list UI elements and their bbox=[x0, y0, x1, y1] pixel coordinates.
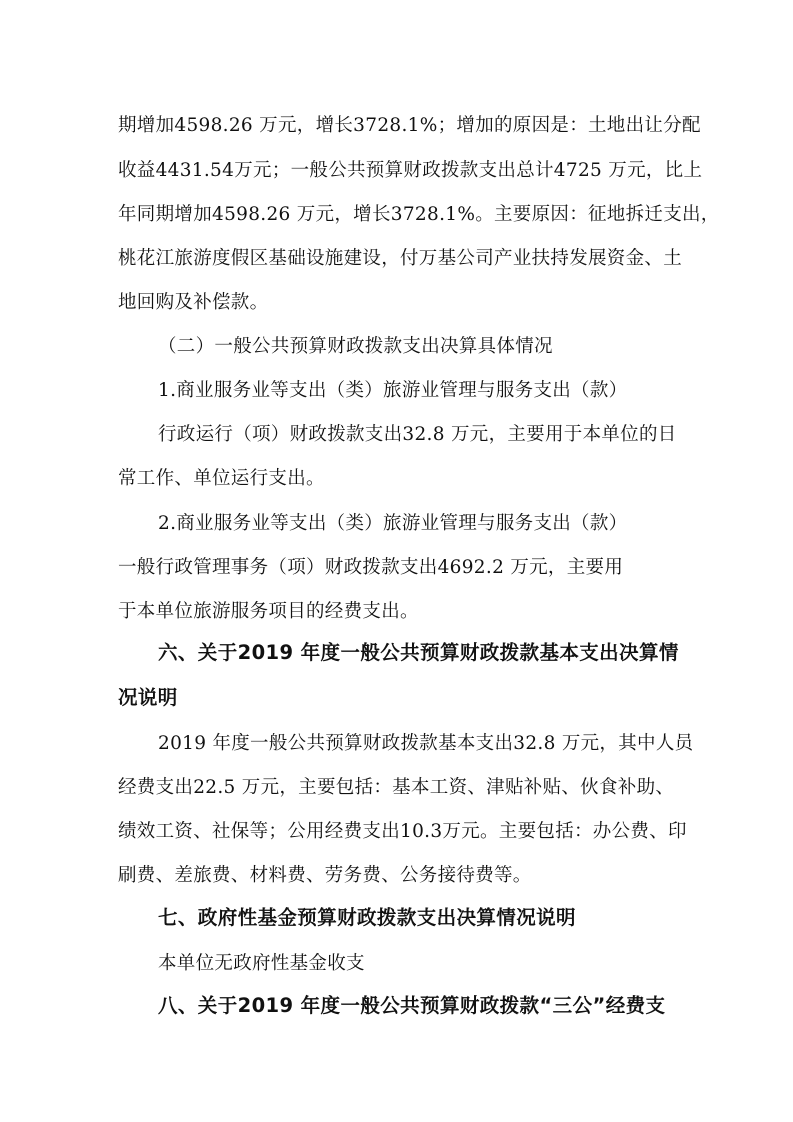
body-line: 收益4431.54万元；一般公共预算财政拨款支出总计4725 万元，比上 bbox=[118, 160, 703, 181]
body-line: 期增加4598.26 万元，增长3728.1%；增加的原因是：土地出让分配 bbox=[118, 115, 701, 136]
body-line: 常工作、单位运行支出。 bbox=[118, 468, 325, 489]
body-line: 一般行政管理事务（项）财政拨款支出4692.2 万元，主要用 bbox=[118, 557, 624, 578]
body-line: 桃花江旅游度假区基础设施建设，付万基公司产业扶持发展资金、土 bbox=[118, 248, 683, 269]
body-line: 刷费、差旅费、材料费、劳务费、公务接待费等。 bbox=[118, 865, 532, 886]
body-line: 于本单位旅游服务项目的经费支出。 bbox=[118, 601, 419, 622]
section-heading: 七、政府性基金预算财政拨款支出决算情况说明 bbox=[158, 906, 576, 929]
section-subtitle: （二）一般公共预算财政拨款支出决算具体情况 bbox=[158, 336, 553, 357]
body-line: 2019 年度一般公共预算财政拨款基本支出32.8 万元，其中人员 bbox=[158, 733, 694, 754]
body-line: 经费支出22.5 万元，主要包括：基本工资、津贴补贴、伙食补助、 bbox=[118, 777, 675, 798]
section-heading-continued: 况说明 bbox=[118, 686, 178, 709]
body-line: 绩效工资、社保等；公用经费支出10.3万元。主要包括：办公费、印 bbox=[118, 821, 687, 842]
item-title: 1.商业服务业等支出（类）旅游业管理与服务支出（款） bbox=[158, 380, 628, 401]
section-heading: 八、关于2019 年度一般公共预算财政拨款“三公”经费支 bbox=[158, 994, 666, 1017]
body-line: 本单位无政府性基金收支 bbox=[158, 953, 365, 974]
section-heading: 六、关于2019 年度一般公共预算财政拨款基本支出决算情 bbox=[158, 641, 679, 664]
body-line: 年同期增加4598.26 万元，增长3728.1%。主要原因：征地拆迁支出， bbox=[118, 204, 720, 225]
body-line: 行政运行（项）财政拨款支出32.8 万元，主要用于本单位的日 bbox=[158, 424, 677, 445]
item-title: 2.商业服务业等支出（类）旅游业管理与服务支出（款） bbox=[158, 513, 628, 534]
body-line: 地回购及补偿款。 bbox=[118, 292, 269, 313]
